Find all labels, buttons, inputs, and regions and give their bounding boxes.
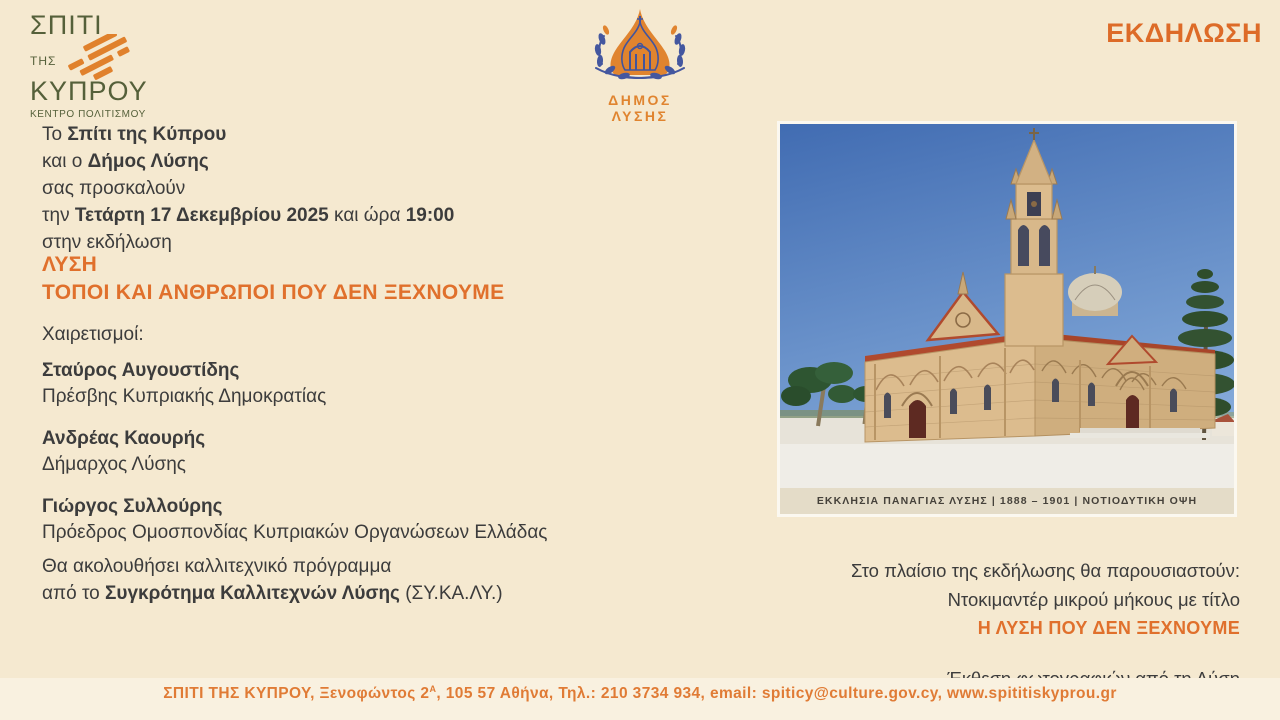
dimos-lysis-crest-icon <box>582 73 698 90</box>
invitation-line: την Τετάρτη 17 Δεκεμβρίου 2025 και ώρα 19:00 <box>42 205 455 226</box>
side-events <box>851 556 1240 693</box>
speaker-name: Σταύρος Αυγουστίδης <box>42 360 240 381</box>
documentary-title: Η ΛΥΣΗ ΠΟΥ ΔΕΝ ΞΕΧΝΟΥΜΕ <box>977 618 1240 638</box>
invitation-text <box>42 121 454 256</box>
speaker-item <box>42 426 547 478</box>
speaker-title: Πρέσβης Κυπριακής Δημοκρατίας <box>42 386 327 407</box>
event-title-line2: ΤΟΠΟΙ ΚΑΙ ΑΝΘΡΩΠΟΙ ΠΟΥ ΔΕΝ ΞΕΧΝΟΥΜΕ <box>42 281 505 304</box>
event-title-line1: ΛΥΣΗ <box>42 253 98 276</box>
event-heading: ΕΚΔΗΛΩΣΗ <box>1106 18 1262 48</box>
roof-stripes-icon <box>60 34 144 87</box>
invitation-line: Το Σπίτι της Κύπρου <box>42 124 227 145</box>
greetings-section <box>42 322 547 562</box>
logo-line-spiti: ΣΠΙΤΙ <box>30 10 103 40</box>
side-events-line2: Ντοκιμαντέρ μικρού μήκους με τίτλο <box>947 589 1240 610</box>
dimos-lysis-emblem <box>578 6 702 124</box>
speaker-name: Ανδρέας Καουρής <box>42 428 206 449</box>
footer-contact: ΣΠΙΤΙ ΤΗΣ ΚΥΠΡΟΥ, Ξενοφώντος $2^A$, 105 57 Αθήνα, Τηλ.: 210 3734 934, email: spiticy@culture.gov.cy, www.spititiskyprou.gr <box>163 684 1117 703</box>
dimos-lysis-label: ΔΗΜΟΣ ΛΥΣΗΣ <box>608 92 672 124</box>
program-note <box>42 553 503 607</box>
logo-line-tis: ΤΗΣ <box>30 54 57 68</box>
church-illustration <box>780 124 1234 488</box>
speaker-title: Δήμαρχος Λύσης <box>42 454 186 475</box>
invitation-line: και ο Δήμος Λύσης <box>42 151 209 172</box>
logo-line-tis-row <box>30 40 180 76</box>
greetings-heading: Χαιρετισμοί: <box>42 324 144 345</box>
program-line2: από το Συγκρότημα Καλλιτεχνών Λύσης (ΣΥ.ΚΑ.ΛΥ.) <box>42 583 503 604</box>
invitation-line: σας προσκαλούν <box>42 178 186 199</box>
spiti-tis-kyprou-logo <box>30 10 180 120</box>
logo-line-kentro: ΚΕΝΤΡΟ ΠΟΛΙΤΙΣΜΟΥ <box>30 109 146 120</box>
speaker-title: Πρόεδρος Ομοσπονδίας Κυπριακών Οργανώσεων Ελλάδας <box>42 522 548 543</box>
speaker-item <box>42 494 547 546</box>
speaker-name: Γιώργος Συλλούρης <box>42 496 223 517</box>
event-title <box>42 251 504 307</box>
side-events-line1: Στο πλαίσιο της εκδήλωσης θα παρουσιαστούν: <box>851 560 1240 581</box>
photo-caption: ΕΚΚΛΗΣΙΑ ΠΑΝΑΓΙΑΣ ΛΥΣΗΣ | 1888 – 1901 | ΝΟΤΙΟΔΥΤΙΚΗ ΟΨΗ <box>780 488 1234 514</box>
speaker-item <box>42 358 547 410</box>
invitation-line: στην εκδήλωση <box>42 232 172 253</box>
church-photo <box>777 121 1237 517</box>
program-line1: Θα ακολουθήσει καλλιτεχνικό πρόγραμμα <box>42 556 392 577</box>
logo-line-kyprou: ΚΥΠΡΟΥ <box>30 76 148 106</box>
